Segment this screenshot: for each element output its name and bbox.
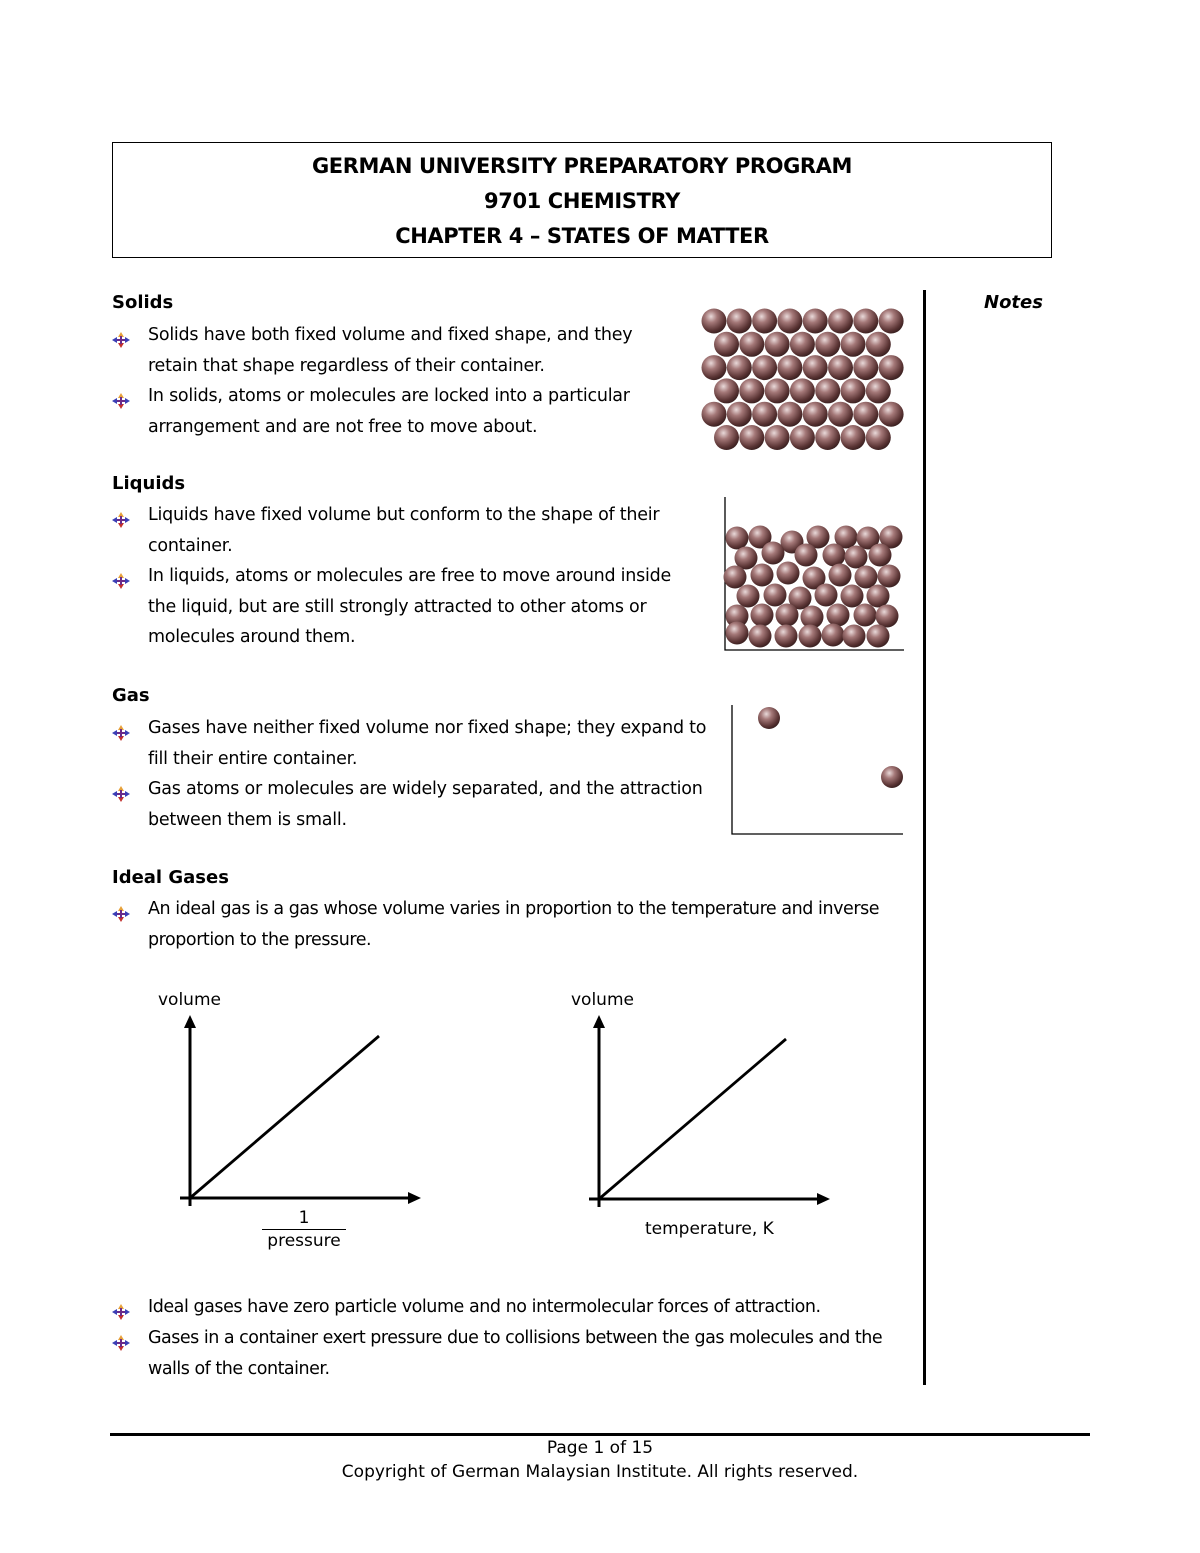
particle xyxy=(828,309,853,334)
particle xyxy=(866,425,891,450)
list-item xyxy=(112,381,672,443)
bullet-line: arrangement and are not free to move about. xyxy=(148,416,538,437)
liquids-heading: Liquids xyxy=(112,473,186,494)
particle xyxy=(855,566,878,589)
particle xyxy=(777,402,802,427)
particle xyxy=(764,584,787,607)
particle xyxy=(795,544,818,567)
bullet-line: Solids have both fixed volume and fixed shape, and they xyxy=(148,325,633,345)
particle xyxy=(762,542,785,565)
bullet-line: walls of the container. xyxy=(148,1358,330,1379)
chart1-ylabel: volume xyxy=(158,990,221,1010)
bullet-arrow-icon xyxy=(112,721,130,737)
gas-heading: Gas xyxy=(112,685,150,706)
bullet-line: molecules around them. xyxy=(148,627,356,647)
list-item xyxy=(112,320,672,382)
bullet-line: fill their entire container. xyxy=(148,748,358,769)
bullet-arrow-icon xyxy=(112,782,130,798)
particle xyxy=(749,625,772,648)
particle xyxy=(866,378,891,403)
particle xyxy=(829,564,852,587)
bullet-arrow-icon xyxy=(112,328,130,344)
particle xyxy=(775,625,798,648)
solids-heading: Solids xyxy=(112,292,174,313)
bullet-line: container. xyxy=(148,535,233,556)
particle xyxy=(724,566,747,589)
particle xyxy=(869,544,892,567)
particle xyxy=(727,402,752,427)
list-item xyxy=(112,561,712,653)
particle xyxy=(739,425,764,450)
bullet-line: Ideal gases have zero particle volume and no intermolecular forces of attraction. xyxy=(148,1297,821,1317)
particle xyxy=(841,332,866,357)
list-item xyxy=(112,500,712,562)
particle xyxy=(823,544,846,567)
particle xyxy=(765,425,790,450)
series-line xyxy=(190,1036,379,1198)
notes-divider xyxy=(923,290,926,1385)
particle xyxy=(878,565,901,588)
particle xyxy=(758,707,780,729)
particle xyxy=(765,332,790,357)
notes-label: Notes xyxy=(984,292,1043,313)
bullet-arrow-icon xyxy=(112,1331,130,1347)
particle xyxy=(714,425,739,450)
particle xyxy=(726,527,749,550)
bullet-arrow-icon xyxy=(112,1300,130,1316)
x-axis-arrow xyxy=(408,1192,421,1204)
course-title: 9701 CHEMISTRY xyxy=(484,189,680,213)
particle xyxy=(843,625,866,648)
list-item xyxy=(112,894,920,956)
particle xyxy=(803,402,828,427)
particle xyxy=(776,604,799,627)
particle xyxy=(854,604,877,627)
particle xyxy=(751,604,774,627)
particle xyxy=(853,402,878,427)
bullet-line: Liquids have fixed volume but conform to the shape of their xyxy=(148,505,660,525)
particle xyxy=(841,585,864,608)
particle xyxy=(765,378,790,403)
series-line xyxy=(599,1039,786,1199)
particle xyxy=(752,309,777,334)
particle xyxy=(828,355,853,380)
particle xyxy=(726,622,749,645)
document-header xyxy=(112,142,1052,258)
list-item xyxy=(112,774,732,836)
particle xyxy=(853,309,878,334)
y-axis-arrow xyxy=(184,1015,196,1028)
particle xyxy=(815,378,840,403)
bullet-arrow-icon xyxy=(112,569,130,585)
bullet-line: the liquid, but are still strongly attracted to other atoms or xyxy=(148,596,647,617)
chart1-xlabel xyxy=(262,1208,346,1252)
ideal-gases-heading: Ideal Gases xyxy=(112,867,229,888)
bullet-line: An ideal gas is a gas whose volume varies in proportion to the temperature and inverse xyxy=(148,899,880,919)
particle xyxy=(777,355,802,380)
particle xyxy=(714,332,739,357)
chart1-xlabel-numerator: 1 xyxy=(298,1208,310,1228)
particle xyxy=(845,546,868,569)
particle xyxy=(803,309,828,334)
particle xyxy=(790,425,815,450)
particle xyxy=(739,332,764,357)
particle xyxy=(727,309,752,334)
particle xyxy=(777,309,802,334)
particle xyxy=(702,355,727,380)
bullet-arrow-icon xyxy=(112,389,130,405)
bullet-line: In solids, atoms or molecules are locked into a particular xyxy=(148,386,630,406)
particle xyxy=(815,584,838,607)
particle xyxy=(790,332,815,357)
particle xyxy=(879,355,904,380)
particle xyxy=(879,402,904,427)
particle xyxy=(828,402,853,427)
volume-vs-temperature-chart xyxy=(580,1010,840,1220)
chart2-ylabel: volume xyxy=(571,990,634,1010)
particle xyxy=(815,425,840,450)
chart2-xlabel: temperature, K xyxy=(645,1219,774,1239)
bullet-line: Gases have neither fixed volume nor fixed shape; they expand to xyxy=(148,718,707,738)
bullet-line: proportion to the pressure. xyxy=(148,929,372,950)
bullet-line: In liquids, atoms or molecules are free to move around inside xyxy=(148,566,671,586)
particle xyxy=(841,425,866,450)
y-axis-arrow xyxy=(593,1015,605,1028)
list-item xyxy=(112,713,732,775)
list-item xyxy=(112,1323,920,1385)
chart1-xlabel-denominator: pressure xyxy=(262,1229,346,1252)
copyright: Copyright of German Malaysian Institute. All rights reserved. xyxy=(341,1462,859,1482)
particle xyxy=(777,562,800,585)
bullet-line: Gases in a container exert pressure due to collisions between the gas molecules and the xyxy=(148,1328,883,1348)
x-axis-arrow xyxy=(817,1193,830,1205)
chapter-title: CHAPTER 4 – STATES OF MATTER xyxy=(395,224,769,248)
particle xyxy=(737,585,760,608)
solid-particles-diagram xyxy=(695,300,910,455)
particle xyxy=(799,625,822,648)
bullet-arrow-icon xyxy=(112,508,130,524)
liquid-particles-diagram xyxy=(720,495,910,655)
particle xyxy=(822,624,845,647)
particle xyxy=(827,604,850,627)
particle xyxy=(702,402,727,427)
particle xyxy=(881,766,903,788)
particle xyxy=(727,355,752,380)
volume-vs-inverse-pressure-chart xyxy=(170,1010,430,1220)
particle xyxy=(751,564,774,587)
program-title: GERMAN UNIVERSITY PREPARATORY PROGRAM xyxy=(311,154,853,178)
page-number: Page 1 of 15 xyxy=(546,1438,654,1458)
particle xyxy=(790,378,815,403)
bullet-line: retain that shape regardless of their container. xyxy=(148,355,545,376)
particle xyxy=(867,585,890,608)
particle xyxy=(879,309,904,334)
particle xyxy=(853,355,878,380)
gas-particles-diagram xyxy=(725,703,910,838)
particle xyxy=(752,402,777,427)
footer-divider xyxy=(110,1433,1090,1436)
particle xyxy=(876,605,899,628)
particle xyxy=(803,355,828,380)
particle xyxy=(867,625,890,648)
particle xyxy=(752,355,777,380)
particle xyxy=(714,378,739,403)
particle xyxy=(702,309,727,334)
bullet-line: Gas atoms or molecules are widely separated, and the attraction xyxy=(148,779,703,799)
particle xyxy=(866,332,891,357)
particle xyxy=(739,378,764,403)
particle xyxy=(815,332,840,357)
bullet-arrow-icon xyxy=(112,902,130,918)
particle xyxy=(841,378,866,403)
list-item xyxy=(112,1292,920,1324)
bullet-line: between them is small. xyxy=(148,809,347,830)
